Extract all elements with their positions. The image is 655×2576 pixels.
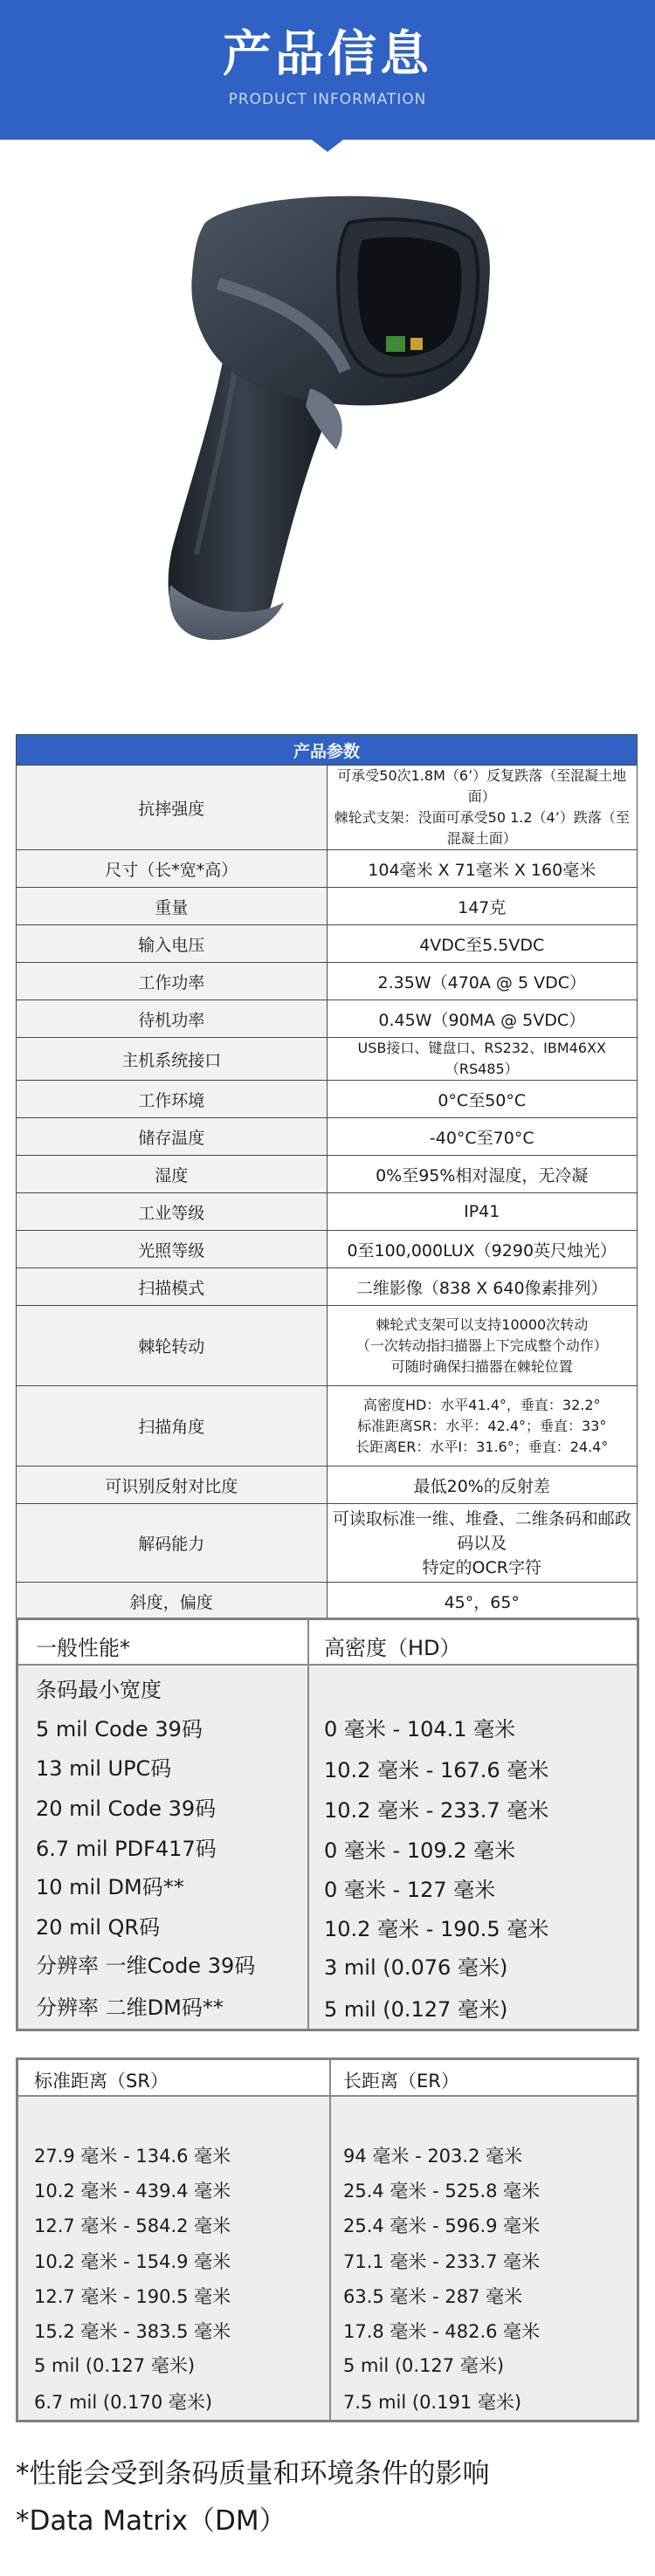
barcode-scanner-illustration — [157, 188, 507, 659]
performance-label: 分辨率 二维DM码** — [36, 1996, 224, 2020]
spec-key: 待机功率 — [17, 1000, 328, 1038]
spec-value: 0.45W（90MA @ 5VDC） — [327, 1000, 638, 1038]
spec-key: 扫描角度 — [17, 1386, 328, 1467]
spec-key: 储存温度 — [17, 1118, 328, 1156]
page-header — [0, 0, 655, 140]
er-value: 25.4 毫米 - 525.8 毫米 — [343, 2181, 541, 2202]
spec-value: 4VDC至5.5VDC — [327, 925, 638, 963]
performance-value: 0 毫米 - 104.1 毫米 — [324, 1717, 516, 1741]
spec-row — [17, 1583, 638, 1620]
spec-row — [17, 1467, 638, 1504]
spec-key: 扫描模式 — [17, 1268, 328, 1306]
performance-label: 13 mil UPC码 — [36, 1756, 172, 1781]
column-divider — [307, 1620, 309, 2029]
spec-row — [17, 888, 638, 925]
spec-value: 0至100,000LUX（9290英尺烛光） — [327, 1231, 638, 1268]
spec-key: 湿度 — [17, 1156, 328, 1193]
sr-value: 27.9 毫米 - 134.6 毫米 — [34, 2146, 231, 2167]
spec-row — [17, 1386, 638, 1467]
performance-value: 10.2 毫米 - 233.7 毫米 — [324, 1798, 549, 1823]
performance-value: 10.2 毫米 - 167.6 毫米 — [324, 1758, 549, 1783]
sr-value: 6.7 mil (0.170 毫米) — [34, 2392, 213, 2413]
spec-row — [17, 850, 638, 888]
performance-value: 0 毫米 - 109.2 毫米 — [324, 1838, 516, 1863]
performance-label: 分辨率 一维Code 39码 — [36, 1954, 256, 1978]
spec-row — [17, 1038, 638, 1081]
spec-key: 主机系统接口 — [17, 1038, 328, 1081]
spec-value: 147克 — [327, 888, 638, 925]
sr-value: 10.2 毫米 - 439.4 毫米 — [34, 2181, 231, 2202]
sr-value: 5 mil (0.127 毫米) — [34, 2355, 196, 2376]
performance-value: 0 毫米 - 127 毫米 — [324, 1878, 496, 1902]
spec-key: 棘轮转动 — [17, 1306, 328, 1386]
performance-label: 5 mil Code 39码 — [36, 1717, 203, 1741]
er-value: 71.1 毫米 - 233.7 毫米 — [343, 2251, 541, 2272]
spec-value: 45°，65° — [327, 1583, 638, 1620]
spec-value: 0°C至50°C — [327, 1081, 638, 1118]
column-header: 标准距离（SR） — [34, 2071, 169, 2092]
column-header: 长距离（ER） — [343, 2071, 459, 2092]
spec-key: 尺寸（长*宽*高） — [17, 850, 328, 888]
performance-label: 20 mil QR码 — [36, 1915, 161, 1940]
spec-row — [17, 1118, 638, 1156]
spec-row — [17, 1504, 638, 1583]
spec-value: 二维影像（838 X 640像素排列） — [327, 1268, 638, 1306]
header-pointer — [312, 140, 343, 152]
spec-key: 输入电压 — [17, 925, 328, 963]
er-value: 25.4 毫米 - 596.9 毫米 — [343, 2215, 541, 2236]
spec-value — [327, 1504, 638, 1583]
sr-value: 10.2 毫米 - 154.9 毫米 — [34, 2251, 231, 2272]
spec-value: USB接口、键盘口、RS232、IBM46XX（RS485） — [327, 1038, 638, 1081]
spec-row — [17, 1193, 638, 1231]
sr-value: 12.7 毫米 - 584.2 毫米 — [34, 2215, 231, 2236]
performance-label: 10 mil DM码** — [36, 1875, 184, 1899]
spec-table — [16, 734, 638, 1620]
spec-value — [327, 1306, 638, 1386]
spec-row — [17, 1306, 638, 1386]
er-value: 63.5 毫米 - 287 毫米 — [343, 2286, 523, 2307]
spec-key: 工作环境 — [17, 1081, 328, 1118]
column-header: 高密度（HD） — [324, 1636, 461, 1660]
spec-row — [17, 1081, 638, 1118]
spec-table-title: 产品参数 — [17, 735, 638, 766]
spec-key: 解码能力 — [17, 1504, 328, 1583]
er-value: 17.8 毫米 - 482.6 毫米 — [343, 2321, 541, 2342]
spec-key: 工作功率 — [17, 963, 328, 1000]
footnote: *性能会受到条码质量和环境条件的影响 — [16, 2458, 490, 2490]
performance-value: 10.2 毫米 - 190.5 毫米 — [324, 1917, 549, 1941]
spec-row — [17, 925, 638, 963]
spec-key: 抗摔强度 — [17, 766, 328, 850]
spec-value-line: 棘轮式支架：没面可承受50 1.2（4’）跌落（至混凝土面） — [334, 809, 630, 847]
spec-value-line: 高密度HD：水平41.4°，垂直：32.2° — [362, 1396, 601, 1413]
spec-value — [327, 766, 638, 850]
spec-value: 2.35W（470A @ 5 VDC） — [327, 963, 638, 1000]
spec-value-line: 可读取标准一维、堆叠、二维条码和邮政码以及 — [332, 1508, 631, 1553]
spec-value-line: （一次转动指扫描器上下完成整个动作） — [355, 1336, 608, 1354]
performance-label: 6.7 mil PDF417码 — [36, 1837, 217, 1861]
sr-value: 12.7 毫米 - 190.5 毫米 — [34, 2286, 231, 2307]
spec-value-line: 棘轮式支架可以支持10000次转动 — [376, 1315, 589, 1333]
spec-value-line: 可随时确保扫描器在棘轮位置 — [390, 1357, 573, 1375]
spec-row — [17, 1156, 638, 1193]
column-divider — [329, 2060, 331, 2420]
spec-value — [327, 1386, 638, 1467]
spec-value-line: 标准距离SR：水平：42.4°；垂直：33° — [357, 1417, 607, 1434]
spec-value-line: 可承受50次1.8M（6’）反复跌落（至混凝土地面） — [337, 767, 627, 805]
spec-value-line: 特定的OCR字符 — [422, 1557, 541, 1577]
spec-value: 104毫米 X 71毫米 X 160毫米 — [327, 850, 638, 888]
spec-key: 重量 — [17, 888, 328, 925]
spec-row — [17, 1000, 638, 1038]
spec-key: 光照等级 — [17, 1231, 328, 1268]
performance-value: 5 mil (0.127 毫米) — [324, 1997, 508, 2022]
performance-label: 20 mil Code 39码 — [36, 1796, 217, 1821]
column-header: 一般性能* — [36, 1636, 130, 1660]
distance-table — [16, 2057, 639, 2422]
spec-key: 可识别反射对比度 — [17, 1467, 328, 1504]
spec-row — [17, 766, 638, 850]
er-value: 7.5 mil (0.191 毫米) — [343, 2392, 522, 2413]
spec-value: 最低20%的反射差 — [327, 1467, 638, 1504]
spec-row — [17, 1231, 638, 1268]
spec-value-line: 长距离ER：水平I：31.6°；垂直：24.4° — [355, 1438, 609, 1455]
spec-key: 斜度，偏度 — [17, 1583, 328, 1620]
er-value: 94 毫米 - 203.2 毫米 — [343, 2146, 523, 2167]
er-value: 5 mil (0.127 毫米) — [343, 2355, 505, 2376]
spec-row — [17, 1268, 638, 1306]
general-performance-table — [16, 1618, 639, 2031]
spec-value: 0%至95%相对湿度，无冷凝 — [327, 1156, 638, 1193]
performance-label: 条码最小宽度 — [36, 1678, 162, 1702]
performance-value: 3 mil (0.076 毫米) — [324, 1955, 508, 1980]
spec-value: IP41 — [327, 1193, 638, 1231]
spec-value: -40°C至70°C — [327, 1118, 638, 1156]
page-subtitle: PRODUCT INFORMATION — [228, 91, 427, 108]
sr-value: 15.2 毫米 - 383.5 毫米 — [34, 2321, 231, 2342]
spec-table-header-row — [17, 735, 638, 766]
spec-key: 工业等级 — [17, 1193, 328, 1231]
spec-row — [17, 963, 638, 1000]
page-title: 产品信息 — [223, 26, 432, 83]
footnote: *Data Matrix（DM） — [16, 2505, 286, 2537]
